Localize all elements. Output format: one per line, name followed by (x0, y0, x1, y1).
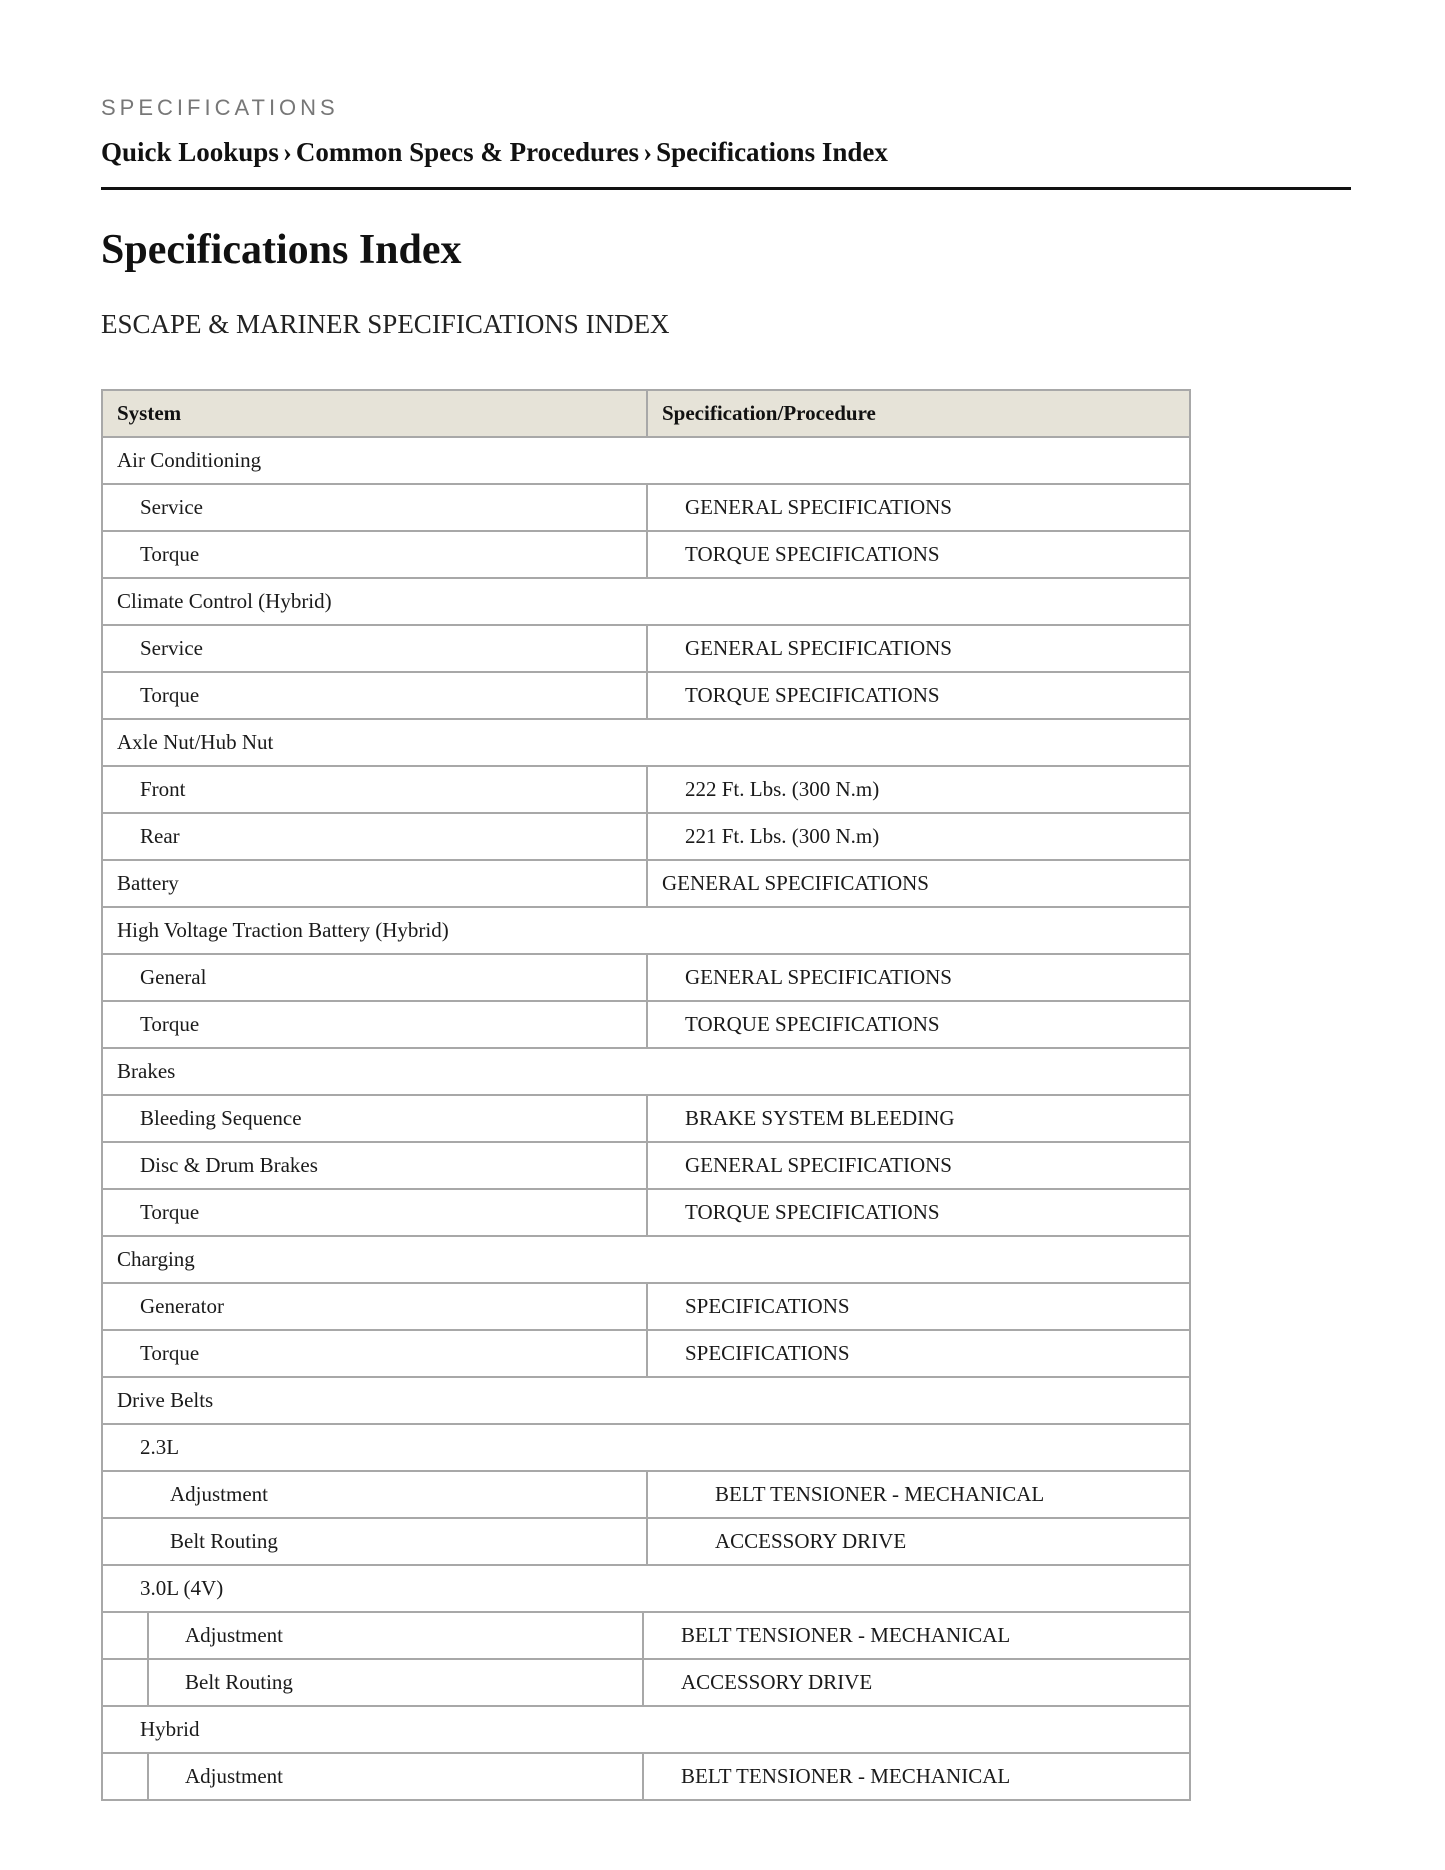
spec-procedure-link[interactable]: SPECIFICATIONS (647, 1283, 1190, 1330)
table-row (102, 1471, 1190, 1518)
breadcrumb (101, 137, 888, 168)
table-row (102, 1612, 1190, 1659)
system-item-label: Adjustment (148, 1613, 643, 1658)
spec-procedure-link[interactable]: TORQUE SPECIFICATIONS (647, 1001, 1190, 1048)
spec-procedure-link[interactable]: TORQUE SPECIFICATIONS (647, 531, 1190, 578)
table-body (102, 437, 1190, 1800)
system-item-label: Service (102, 484, 647, 531)
system-item-label: Service (102, 625, 647, 672)
spec-procedure-link[interactable]: TORQUE SPECIFICATIONS (647, 1189, 1190, 1236)
breadcrumb-item-quick-lookups[interactable]: Quick Lookups (101, 137, 279, 167)
table-row (102, 719, 1190, 766)
section-kicker: SPECIFICATIONS (101, 95, 339, 120)
table-row (102, 578, 1190, 625)
table-row (102, 1330, 1190, 1377)
system-item-label: Belt Routing (148, 1660, 643, 1705)
table-row (102, 1706, 1190, 1753)
breadcrumb-separator: › (282, 137, 292, 167)
nested-system-layout (103, 1613, 1189, 1658)
table-row (102, 1189, 1190, 1236)
system-group-label: Charging (102, 1236, 1190, 1283)
system-subgroup-label: 2.3L (102, 1424, 1190, 1471)
specifications-table (101, 389, 1191, 1801)
system-item-label: Torque (102, 531, 647, 578)
spec-procedure-link[interactable]: ACCESSORY DRIVE (681, 1670, 873, 1694)
system-item-label: Bleeding Sequence (102, 1095, 647, 1142)
system-group-label: Drive Belts (102, 1377, 1190, 1424)
spec-procedure-link[interactable]: GENERAL SPECIFICATIONS (647, 1142, 1190, 1189)
system-subgroup-label: 3.0L (4V) (102, 1565, 1190, 1612)
system-item-label: Torque (102, 1001, 647, 1048)
table-row (102, 1283, 1190, 1330)
spec-procedure-link[interactable]: TORQUE SPECIFICATIONS (647, 672, 1190, 719)
spec-procedure-link[interactable]: 221 Ft. Lbs. (300 N.m) (647, 813, 1190, 860)
system-item-label: Adjustment (102, 1471, 647, 1518)
system-subgroup-label: Hybrid (102, 1706, 1190, 1753)
indent-spacer-cell (103, 1660, 148, 1705)
table-row (102, 531, 1190, 578)
system-item-label: Generator (102, 1283, 647, 1330)
table-header-row (102, 390, 1190, 437)
system-group-label: Air Conditioning (102, 437, 1190, 484)
table-row (102, 672, 1190, 719)
table-row (102, 1518, 1190, 1565)
table-row (102, 1001, 1190, 1048)
table-row (102, 1048, 1190, 1095)
spec-procedure-link[interactable]: BELT TENSIONER - MECHANICAL (647, 1471, 1190, 1518)
page-title: Specifications Index (101, 227, 462, 273)
indent-spacer-cell (103, 1754, 148, 1799)
system-group-label: Brakes (102, 1048, 1190, 1095)
system-item-label: Torque (102, 1330, 647, 1377)
table-row (102, 1659, 1190, 1706)
breadcrumb-item-common-specs[interactable]: Common Specs & Procedures (295, 137, 640, 167)
spec-procedure-link[interactable]: SPECIFICATIONS (647, 1330, 1190, 1377)
nested-row (103, 1613, 1189, 1658)
nested-system-cell (102, 1659, 1190, 1706)
spec-procedure-link[interactable]: GENERAL SPECIFICATIONS (647, 484, 1190, 531)
table-row (102, 1753, 1190, 1800)
indent-spacer-cell (103, 1613, 148, 1658)
spec-procedure-link[interactable]: BELT TENSIONER - MECHANICAL (681, 1764, 1011, 1788)
table-row (102, 625, 1190, 672)
table-row (102, 1095, 1190, 1142)
table-row (102, 1377, 1190, 1424)
table-row (102, 954, 1190, 1001)
system-item-label: Disc & Drum Brakes (102, 1142, 647, 1189)
table-row (102, 1142, 1190, 1189)
nested-system-layout (103, 1660, 1189, 1705)
system-item-label: Belt Routing (102, 1518, 647, 1565)
spec-procedure-link[interactable]: 222 Ft. Lbs. (300 N.m) (647, 766, 1190, 813)
spec-procedure-link[interactable]: ACCESSORY DRIVE (647, 1518, 1190, 1565)
nested-row (103, 1754, 1189, 1799)
system-item-label: Torque (102, 1189, 647, 1236)
system-group-label: Climate Control (Hybrid) (102, 578, 1190, 625)
spec-procedure-link[interactable]: BRAKE SYSTEM BLEEDING (647, 1095, 1190, 1142)
table-row (102, 1236, 1190, 1283)
table-row (102, 860, 1190, 907)
header-divider (101, 187, 1351, 190)
column-header-specification: Specification/Procedure (647, 390, 1190, 437)
nested-system-cell (102, 1753, 1190, 1800)
breadcrumb-separator: › (643, 137, 653, 167)
breadcrumb-item-specifications-index: Specifications Index (656, 137, 888, 167)
table-row (102, 766, 1190, 813)
spec-procedure-link[interactable]: GENERAL SPECIFICATIONS (647, 625, 1190, 672)
page-subtitle: ESCAPE & MARINER SPECIFICATIONS INDEX (101, 309, 670, 339)
spec-procedure-link[interactable]: BELT TENSIONER - MECHANICAL (681, 1623, 1011, 1647)
system-group-label: High Voltage Traction Battery (Hybrid) (102, 907, 1190, 954)
system-item-label: Torque (102, 672, 647, 719)
column-header-system: System (102, 390, 647, 437)
system-item-label: Front (102, 766, 647, 813)
table-row (102, 437, 1190, 484)
nested-system-cell (102, 1612, 1190, 1659)
table-row (102, 813, 1190, 860)
table-row (102, 1424, 1190, 1471)
table-row (102, 484, 1190, 531)
nested-row (103, 1660, 1189, 1705)
system-item-label: Battery (102, 860, 647, 907)
system-item-label: Adjustment (148, 1754, 643, 1799)
table-row (102, 907, 1190, 954)
spec-procedure-link[interactable]: GENERAL SPECIFICATIONS (647, 954, 1190, 1001)
spec-procedure-link[interactable]: GENERAL SPECIFICATIONS (647, 860, 1190, 907)
nested-system-layout (103, 1754, 1189, 1799)
table-row (102, 1565, 1190, 1612)
system-group-label: Axle Nut/Hub Nut (102, 719, 1190, 766)
system-item-label: General (102, 954, 647, 1001)
system-item-label: Rear (102, 813, 647, 860)
